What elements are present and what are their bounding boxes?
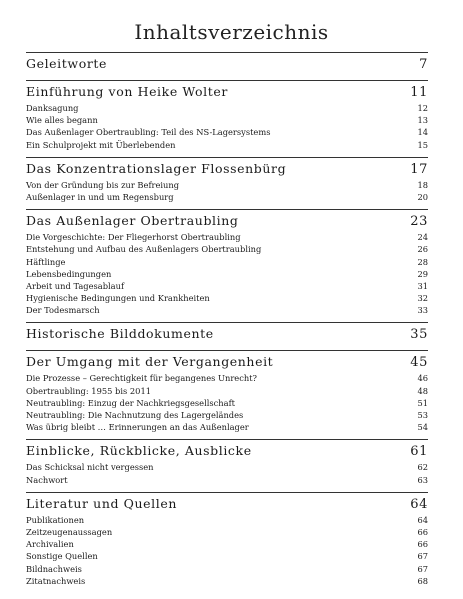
entry-page-number: 67 [417, 551, 428, 562]
entry-page-number: 48 [417, 385, 428, 396]
toc-entry[interactable] [26, 256, 428, 268]
entry-title: Arbeit und Tagesablauf [26, 280, 125, 291]
entry-page-number: 31 [417, 280, 428, 291]
entry-page-number: 29 [417, 268, 428, 279]
entry-page-number: 54 [417, 422, 428, 433]
toc-entry[interactable] [26, 280, 428, 292]
entry-title: Entstehung und Aufbau des Außenlagers Obertraubling [26, 244, 262, 255]
entry-page-number: 63 [417, 474, 428, 485]
section-page-number: 23 [410, 214, 428, 230]
entry-page-number: 64 [417, 514, 428, 525]
toc-entry[interactable] [26, 474, 428, 486]
toc-section [26, 350, 428, 433]
section-page-number: 7 [419, 57, 428, 72]
entry-title: Was übrig bleibt … Erinnerungen an das Außenlager [26, 422, 249, 433]
section-heading[interactable] [26, 441, 428, 461]
section-title: Das Außenlager Obertraubling [26, 213, 239, 229]
section-heading[interactable] [26, 54, 428, 74]
entry-title: Außenlager in und um Regensburg [26, 191, 174, 202]
entry-page-number: 53 [417, 410, 428, 420]
entry-title: Hygienische Bedingungen und Krankheiten [26, 293, 210, 304]
section-title: Einführung von Heike Wolter [26, 84, 228, 99]
toc-entry[interactable] [26, 268, 428, 280]
toc-entry[interactable] [26, 550, 428, 562]
toc-entry[interactable] [26, 397, 428, 409]
toc-entry[interactable] [26, 409, 428, 421]
entry-page-number: 46 [417, 373, 428, 384]
section-heading[interactable] [26, 211, 428, 231]
toc-entry[interactable] [26, 514, 428, 526]
entry-title: Die Prozesse – Gerechtigkeit für begangenes Unrecht? [26, 373, 257, 384]
toc-entry[interactable] [26, 243, 428, 255]
entry-title: Häftlinge [26, 256, 66, 267]
entry-page-number: 32 [417, 293, 428, 304]
toc-entry[interactable] [26, 385, 428, 397]
toc-entry[interactable] [26, 538, 428, 550]
section-heading[interactable] [26, 82, 428, 102]
table-of-contents [26, 52, 428, 593]
entry-title: Neutraubling: Die Nachnutzung des Lagergeländes [26, 410, 244, 420]
toc-entry[interactable] [26, 102, 428, 114]
toc-entry[interactable] [26, 372, 428, 384]
section-heading[interactable] [26, 159, 428, 179]
toc-entry[interactable] [26, 526, 428, 538]
entry-title: Obertraubling: 1955 bis 2011 [26, 385, 152, 396]
toc-section [26, 322, 428, 344]
entry-title: Das Schicksal nicht vergessen [26, 462, 154, 473]
toc-section [26, 157, 428, 203]
section-title: Historische Bilddokumente [26, 326, 214, 342]
entry-title: Lebensbedingungen [26, 268, 112, 279]
section-page-number: 35 [410, 327, 428, 343]
section-title: Literatur und Quellen [26, 495, 177, 511]
entry-title: Danksagung [26, 103, 79, 113]
toc-entry[interactable] [26, 114, 428, 126]
entry-title: Sonstige Quellen [26, 551, 98, 562]
section-heading[interactable] [26, 324, 428, 344]
toc-entry[interactable] [26, 421, 428, 433]
toc-entry[interactable] [26, 461, 428, 473]
section-title: Geleitworte [26, 56, 108, 71]
section-heading[interactable] [26, 494, 428, 514]
entry-page-number: 24 [417, 232, 428, 243]
entry-page-number: 67 [417, 563, 428, 574]
section-title: Einblicke, Rückblicke, Ausblicke [26, 443, 252, 459]
toc-entry[interactable] [26, 575, 428, 587]
entry-page-number: 51 [417, 397, 428, 408]
entry-title: Publikationen [26, 514, 85, 525]
toc-entry[interactable] [26, 126, 428, 138]
entry-page-number: 66 [417, 539, 428, 550]
entry-page-number: 18 [417, 179, 428, 190]
section-page-number: 64 [410, 496, 428, 512]
entry-title: Die Vorgeschichte: Der Fliegerhorst Obertraubling [26, 232, 241, 243]
entry-title: Archivalien [26, 539, 74, 550]
section-page-number: 11 [410, 85, 428, 100]
toc-entry[interactable] [26, 179, 428, 191]
section-heading[interactable] [26, 352, 428, 372]
section-page-number: 45 [410, 355, 428, 371]
entry-title: Der Todesmarsch [26, 305, 100, 316]
entry-title: Ein Schulprojekt mit Überlebenden [26, 139, 176, 150]
entry-title: Bildnachweis [26, 563, 82, 574]
entry-page-number: 28 [417, 256, 428, 267]
section-page-number: 61 [410, 444, 428, 460]
entry-title: Wie alles begann [26, 115, 98, 126]
entry-page-number: 15 [417, 139, 428, 150]
page-title: Inhaltsverzeichnis [134, 20, 329, 44]
section-page-number: 17 [410, 161, 428, 177]
toc-section [26, 439, 428, 485]
entry-page-number: 62 [417, 462, 428, 473]
entry-page-number: 13 [417, 115, 428, 126]
entry-title: Das Außenlager Obertraubling: Teil des NS-Lagersystems [26, 127, 271, 138]
toc-section [26, 52, 428, 74]
toc-entry[interactable] [26, 231, 428, 243]
entry-page-number: 66 [417, 526, 428, 537]
entry-title: Neutraubling: Einzug der Nachkriegsgesellschaft [26, 397, 235, 408]
entry-title: Von der Gründung bis zur Befreiung [26, 179, 180, 190]
toc-entry[interactable] [26, 563, 428, 575]
entry-page-number: 12 [417, 103, 428, 113]
entry-title: Zeitzeugenaussagen [26, 526, 113, 537]
toc-entry[interactable] [26, 292, 428, 304]
toc-section [26, 209, 428, 316]
toc-entry[interactable] [26, 139, 428, 151]
entry-page-number: 20 [417, 191, 428, 202]
toc-entry[interactable] [26, 191, 428, 203]
section-title: Das Konzentrationslager Flossenbürg [26, 160, 287, 176]
entry-page-number: 68 [417, 575, 428, 586]
toc-section [26, 492, 428, 587]
entry-title: Nachwort [26, 474, 68, 485]
toc-entry[interactable] [26, 304, 428, 316]
toc-section [26, 80, 428, 151]
section-title: Der Umgang mit der Vergangenheit [26, 354, 274, 370]
entry-page-number: 14 [417, 127, 428, 138]
entry-title: Zitatnachweis [26, 575, 86, 586]
entry-page-number: 26 [417, 244, 428, 255]
entry-page-number: 33 [417, 305, 428, 316]
